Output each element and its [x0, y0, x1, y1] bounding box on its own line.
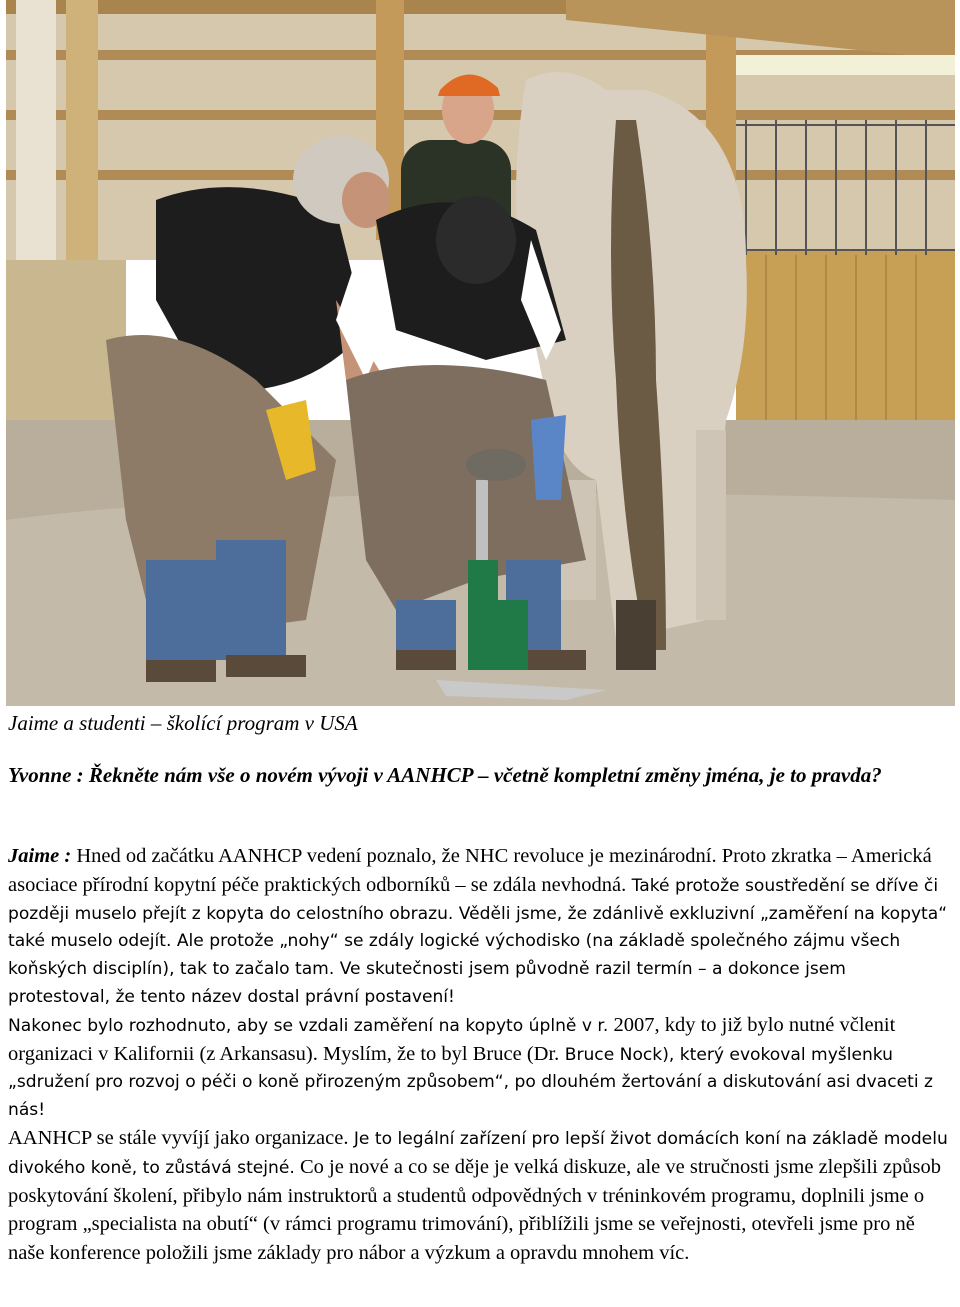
- answer-paragraph-2: [8, 1012, 953, 1125]
- answer-text: 2007, kdy to již bylo nutné včlenit organizaci v Kalifornii (z Arkansasu). Myslím, že to byl Bruce (Dr.: [8, 1013, 896, 1065]
- answer-text: AANHCP se stále vyvíjí jako organizace.: [8, 1126, 349, 1149]
- answer-paragraph-3: [8, 1125, 953, 1269]
- answer-text: Také protože soustředění se dříve či později muselo přejít z kopyta do celostního obrazu. Věděli jsme, že zdánlivě exkluzivní „zaměření na kopyta“ také muselo odejít. Ale protože „nohy“ se zdály logické východisko (na základě společného zájmu všech koňských disciplín), tak to začalo tam. Ve skutečnosti jsem původně razil termín – a dokonce jsem protestoval, že tento název dostal právní postavení!: [8, 875, 948, 1007]
- interview-question: Yvonne : Řekněte nám vše o novém vývoji v AANHCP – včetně kompletní změny jména, je to pravda?: [8, 763, 882, 787]
- answer-text: Bruce Nock), který evokoval myšlenku „sdružení pro rozvoj o péči o koně přirozeným způsobem“, po dlouhém žertování a diskutování asi dvaceti z nás!: [8, 1044, 934, 1121]
- speaker-label: Jaime :: [8, 845, 72, 867]
- photo-illustration: [6, 0, 955, 706]
- interview-answer: [8, 843, 953, 1269]
- answer-text: Je to legální zařízení pro lepší život domácích koní na základě modelu divokého koně, to zůstává stejné.: [8, 1128, 948, 1178]
- answer-text: Hned od začátku AANHCP vedení poznalo, že NHC revoluce je mezinárodní. Proto zkratka – Americká asociace přírodní kopytní péče praktických odborníků – se zdála nevhodná.: [8, 845, 932, 896]
- answer-text: Co je nové a co se děje je velká diskuze, ale ve stručnosti jsme zlepšili způsob poskytování školení, přibylo nám instruktorů a studentů odpovědných v tréninkovém programu, doplnili jsme o program „specialista na obutí“ (v rámci programu trimování), přiblížili jsme se veřejnosti, otevřeli jsme pro ně naše konference položili jsme základy pro nábor a výzkum a opravdu mnohem víc.: [8, 1155, 941, 1265]
- answer-text: Nakonec bylo rozhodnuto, aby se vzdali zaměření na kopyto úplně v r.: [8, 1015, 609, 1036]
- stall-wall: [736, 250, 955, 440]
- answer-paragraph-1: [8, 843, 953, 1012]
- photo-caption: Jaime a studenti – školící program v USA: [8, 711, 358, 735]
- training-photo: [6, 0, 955, 706]
